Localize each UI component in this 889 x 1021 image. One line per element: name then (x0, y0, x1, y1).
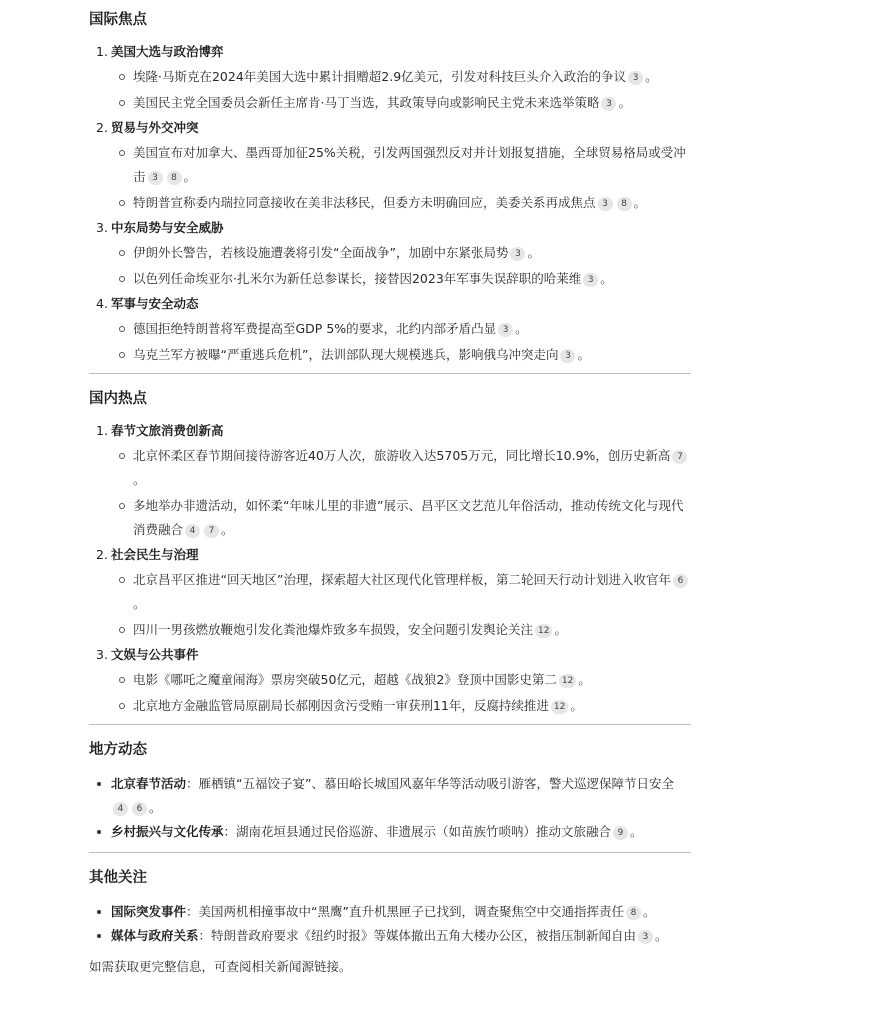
list-item-text: 德国拒绝特朗普将军费提高至GDP 5%的要求，北约内部矛盾凸显 (133, 321, 497, 336)
list-item (89, 772, 691, 820)
section-heading: 国内热点 (89, 391, 147, 407)
bullet-list (89, 317, 691, 367)
citation-badge[interactable]: 6 (673, 574, 688, 588)
list-item (89, 618, 691, 642)
topic-item (89, 546, 691, 642)
article-body (89, 0, 691, 977)
section-heading: 国际焦点 (89, 12, 147, 28)
list-item (89, 444, 691, 492)
topic-title (89, 119, 691, 137)
citation-badge[interactable]: 9 (613, 826, 628, 840)
list-item (89, 267, 691, 291)
punctuation: 。 (645, 69, 658, 84)
punctuation: 。 (642, 904, 656, 919)
citation-badge[interactable]: 3 (560, 349, 575, 363)
topic-title (89, 646, 691, 664)
citation-badge[interactable]: 8 (617, 197, 632, 211)
punctuation: 。 (577, 347, 590, 362)
topic-number: 1. (96, 44, 108, 59)
section-other (89, 853, 691, 948)
citation-badge[interactable]: 12 (535, 624, 552, 638)
topic-number: 3. (96, 647, 108, 662)
list-item-text: 美国宣布对加拿大、墨西哥加征25%关税，引发两国强烈反对并计划报复措施，全球贸易格局或受冲击 (133, 145, 686, 184)
list-item (89, 668, 691, 692)
topic-title (89, 422, 691, 440)
punctuation: 。 (633, 195, 647, 210)
list-item (89, 900, 691, 924)
list-item (89, 65, 691, 89)
citation-badge[interactable]: 12 (559, 674, 576, 688)
topic-number: 1. (96, 423, 108, 438)
section-heading: 其他关注 (89, 870, 147, 886)
citation-badge[interactable]: 7 (672, 450, 687, 464)
section-domestic (89, 374, 691, 718)
punctuation: 。 (600, 271, 613, 286)
bullet-list (89, 568, 691, 642)
citation-badge[interactable]: 3 (638, 930, 653, 944)
punctuation: 。 (515, 321, 528, 336)
section-local (89, 725, 691, 844)
list-item-label: 国际突发事件 (111, 904, 187, 919)
punctuation: 。 (655, 928, 668, 943)
topic-title-text: 中东局势与安全威胁 (111, 220, 224, 235)
section-heading: 地方动态 (89, 742, 147, 758)
topic-title (89, 546, 691, 564)
punctuation: 。 (630, 824, 643, 839)
punctuation: 。 (578, 672, 591, 687)
citation-badge[interactable]: 3 (510, 247, 525, 261)
topic-number: 2. (96, 120, 108, 135)
list-item (89, 820, 691, 844)
topic-item (89, 295, 691, 367)
citation-badge[interactable]: 3 (498, 323, 513, 337)
citation-badge[interactable]: 3 (601, 97, 616, 111)
list-item-text: 电影《哪吒之魔童闹海》票房突破50亿元，超越《战狼2》登顶中国影史第二 (133, 672, 557, 687)
bullet-list (89, 65, 691, 115)
list-item (89, 241, 691, 265)
citation-badge[interactable]: 3 (628, 71, 643, 85)
punctuation: 。 (527, 245, 540, 260)
topic-title (89, 219, 691, 237)
bullet-list (89, 772, 691, 844)
topic-title (89, 295, 691, 313)
citation-badge[interactable]: 3 (148, 171, 163, 185)
topic-number: 3. (96, 220, 108, 235)
topic-title-text: 春节文旅消费创新高 (111, 423, 224, 438)
punctuation: 。 (149, 800, 162, 815)
list-item-text: 伊朗外长警告，若核设施遭袭将引发“全面战争”，加剧中东紧张局势 (133, 245, 509, 260)
topic-title (89, 43, 691, 61)
list-item-text: 以色列任命埃亚尔·扎米尔为新任总参谋长，接替因2023年军事失误辞职的哈莱维 (133, 271, 582, 286)
citation-badge[interactable]: 8 (167, 171, 182, 185)
list-item (89, 343, 691, 367)
punctuation: 。 (570, 698, 583, 713)
topic-item (89, 646, 691, 718)
citation-badge[interactable]: 8 (626, 906, 641, 920)
list-item (89, 494, 691, 542)
topic-number: 4. (96, 296, 108, 311)
bullet-list (89, 444, 691, 542)
bullet-list (89, 141, 691, 215)
citation-badge[interactable]: 7 (204, 524, 219, 538)
citation-badge[interactable]: 4 (185, 524, 200, 538)
list-item (89, 141, 691, 189)
list-item (89, 317, 691, 341)
topic-item (89, 43, 691, 115)
topic-title-text: 社会民生与治理 (111, 547, 199, 562)
punctuation: 。 (133, 472, 146, 487)
list-item-text: 美国民主党全国委员会新任主席肯·马丁当选，其政策导向或影响民主党未来选举策略 (133, 95, 600, 110)
citation-badge[interactable]: 4 (113, 802, 128, 816)
list-item-text: 埃隆·马斯克在2024年美国大选中累计捐赠超2.9亿美元，引发对科技巨头介入政治的争议 (133, 69, 627, 84)
list-item (89, 91, 691, 115)
topic-title-text: 文娱与公共事件 (111, 647, 199, 662)
topic-title-text: 贸易与外交冲突 (111, 120, 199, 135)
punctuation: 。 (221, 522, 234, 537)
topic-item (89, 422, 691, 542)
citation-badge[interactable]: 3 (583, 273, 598, 287)
list-item (89, 694, 691, 718)
list-item-text: 北京地方金融监管局原副局长郝刚因贪污受贿一审获刑11年，反腐持续推进 (133, 698, 549, 713)
list-item-text: ：湖南花垣县通过民俗巡游、非遗展示（如苗族竹唢呐）推动文旅融合 (223, 824, 612, 839)
list-item (89, 191, 691, 215)
section-international (89, 0, 691, 367)
punctuation: 。 (554, 622, 567, 637)
list-item-text: 特朗普宣称委内瑞拉同意接收在美非法移民，但委方未明确回应，美委关系再成焦点 (133, 195, 596, 210)
topic-item (89, 219, 691, 291)
topic-list (89, 422, 691, 718)
topic-list (89, 43, 691, 367)
topic-number: 2. (96, 547, 108, 562)
list-item-text: ：雁栖镇“五福饺子宴”、慕田峪长城国风嘉年华等活动吸引游客，警犬巡逻保障节日安全 (186, 776, 674, 791)
list-item-text: 乌克兰军方被曝“严重逃兵危机”，法训部队现大规模逃兵，影响俄乌冲突走向 (133, 347, 559, 362)
list-item (89, 924, 691, 948)
citation-badge[interactable]: 12 (551, 700, 568, 714)
punctuation: 。 (183, 169, 197, 184)
punctuation: 。 (618, 95, 631, 110)
list-item (89, 568, 691, 616)
topic-title-text: 军事与安全动态 (111, 296, 199, 311)
topic-title-text: 美国大选与政治博弈 (111, 44, 224, 59)
bullet-list (89, 900, 691, 948)
list-item-label: 乡村振兴与文化传承 (111, 824, 224, 839)
list-item-text: 北京怀柔区春节期间接待游客近40万人次，旅游收入达5705万元，同比增长10.9%，创历史新高 (133, 448, 671, 463)
bullet-list (89, 668, 691, 718)
list-item-text: 多地举办非遗活动，如怀柔“年味儿里的非遗”展示、昌平区文艺范儿年俗活动，推动传统文化与现代消费融合 (133, 498, 684, 537)
list-item-text: ：美国两机相撞事故中“黑鹰”直升机黑匣子已找到，调查聚焦空中交通指挥责任 (186, 904, 624, 919)
list-item-label: 北京春节活动 (111, 776, 187, 791)
list-item-text: ：特朗普政府要求《纽约时报》等媒体撤出五角大楼办公区，被指压制新闻自由 (198, 928, 637, 943)
topic-item (89, 119, 691, 215)
citation-badge[interactable]: 3 (598, 197, 613, 211)
citation-badge[interactable]: 6 (132, 802, 147, 816)
list-item-label: 媒体与政府关系 (111, 928, 199, 943)
footer-note: 如需获取更完整信息，可查阅相关新闻源链接。 (89, 959, 352, 974)
list-item-text: 北京昌平区推进“回天地区”治理，探索超大社区现代化管理样板，第二轮回天行动计划进入收官年 (133, 572, 671, 587)
bullet-list (89, 241, 691, 291)
list-item-text: 四川一男孩燃放鞭炮引发化粪池爆炸致多车损毁，安全问题引发舆论关注 (133, 622, 534, 637)
punctuation: 。 (133, 596, 146, 611)
